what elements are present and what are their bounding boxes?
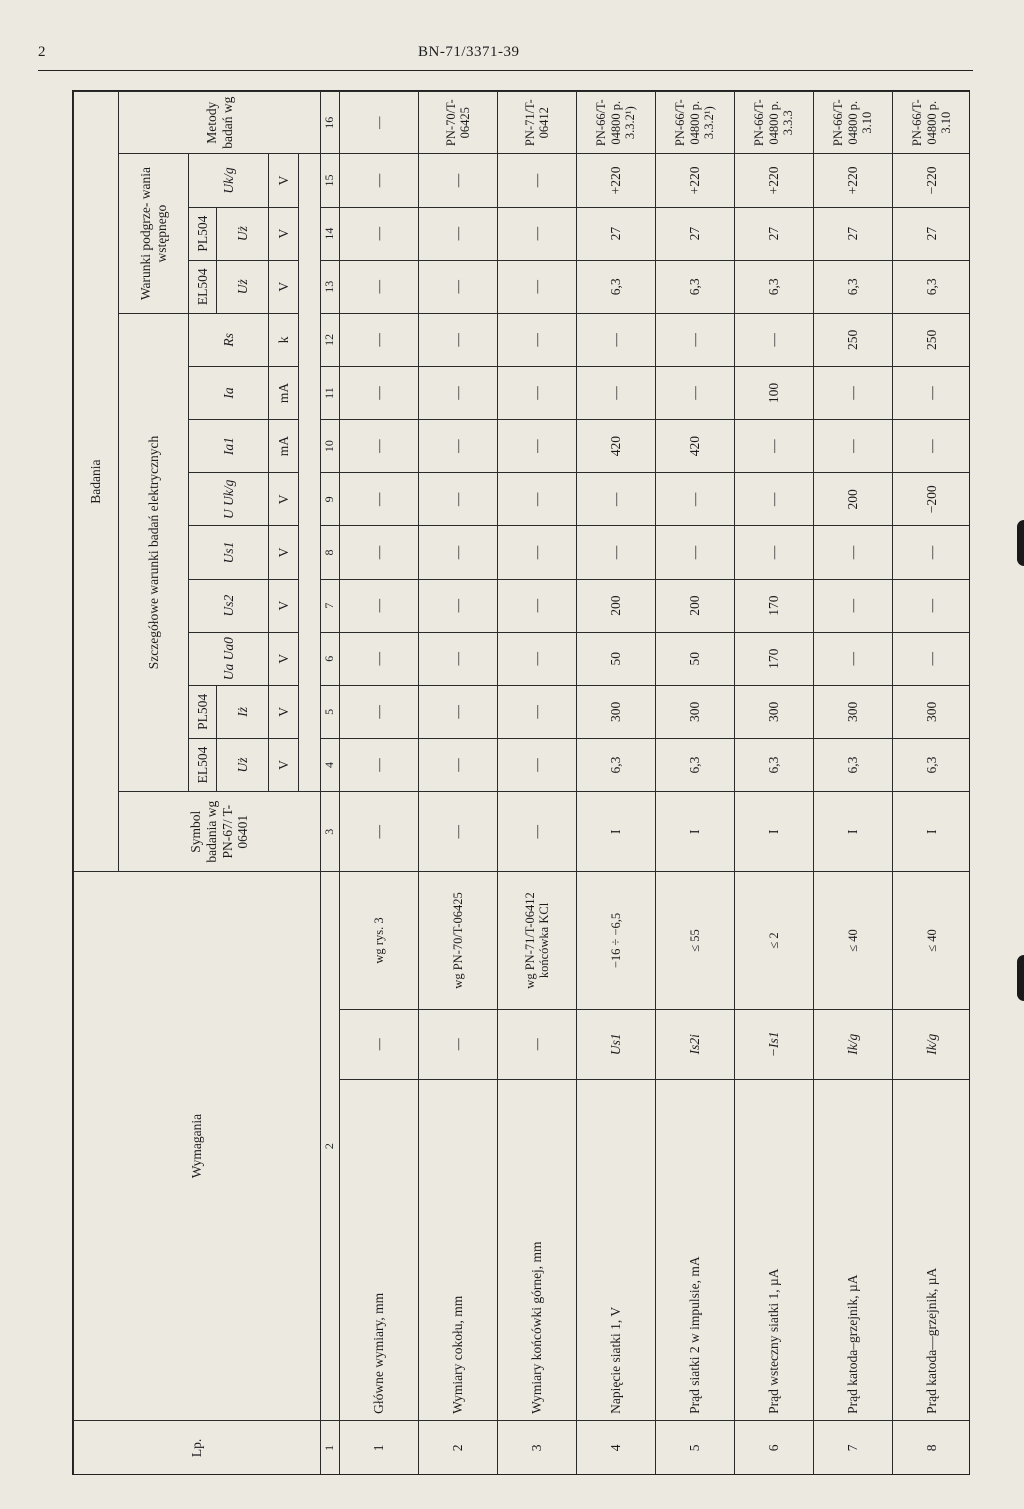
- row-cell-c6: 50: [656, 632, 735, 685]
- column-number: 12: [321, 313, 340, 366]
- row-cell-c4: —: [498, 738, 577, 791]
- row-cell-c10: —: [419, 420, 498, 473]
- row-cell-c10: —: [498, 420, 577, 473]
- row-cell-c8: —: [656, 526, 735, 579]
- table-row: [340, 92, 419, 1476]
- row-symbol: −Is1: [735, 1009, 814, 1079]
- row-symbol: —: [498, 1009, 577, 1079]
- header-lp: Lp.: [74, 1420, 321, 1475]
- column-number: 10: [321, 420, 340, 473]
- row-cell-c7: —: [498, 579, 577, 632]
- row-cell-c9: —: [340, 473, 419, 526]
- header-spacer: [299, 154, 321, 792]
- row-cell-c4: 6,3: [735, 738, 814, 791]
- row-test-symbol: —: [498, 792, 577, 872]
- row-cell-c15: +220: [735, 154, 814, 207]
- symbol-c15: Uk/g: [189, 154, 269, 207]
- row-cell-c12: —: [656, 313, 735, 366]
- row-method: PN-66/T-04800 p. 3.3.2¹): [656, 92, 735, 154]
- unit-c9: V: [269, 473, 299, 526]
- column-number: 1: [321, 1420, 340, 1475]
- row-lp: 7: [814, 1420, 893, 1475]
- row-symbol: —: [340, 1009, 419, 1079]
- row-value: wg rys. 3: [340, 872, 419, 1009]
- row-cell-c6: —: [498, 632, 577, 685]
- row-cell-c12: —: [498, 313, 577, 366]
- header-pl504-preheat: PL504: [189, 207, 217, 260]
- row-cell-c13: —: [340, 260, 419, 313]
- row-lp: 6: [735, 1420, 814, 1475]
- standard-code: BN-71/3371-39: [418, 44, 520, 60]
- row-cell-c12: 250: [814, 313, 893, 366]
- row-lp: 5: [656, 1420, 735, 1475]
- row-cell-c8: —: [498, 526, 577, 579]
- row-cell-c15: +220: [577, 154, 656, 207]
- symbol-c11: Ia: [189, 366, 269, 419]
- row-cell-c4: 6,3: [814, 738, 893, 791]
- row-requirement: Wymiary cokołu, mm: [419, 1079, 498, 1420]
- row-cell-c14: —: [340, 207, 419, 260]
- row-cell-c13: 6,3: [814, 260, 893, 313]
- row-cell-c13: —: [419, 260, 498, 313]
- row-value: ≤ 55: [656, 872, 735, 1009]
- header-el504: EL504: [189, 738, 217, 791]
- row-cell-c6: —: [340, 632, 419, 685]
- row-cell-c13: 6,3: [577, 260, 656, 313]
- header-warunki-podgrzewania: Warunki podgrze- wania wstępnego: [119, 154, 189, 313]
- row-requirement: Napięcie siatki 1, V: [577, 1079, 656, 1420]
- symbol-c13: Uż: [217, 260, 269, 313]
- symbol-c6: Ua Ua0: [189, 632, 269, 685]
- row-method: PN-66/T-04800 p. 3.3.3: [735, 92, 814, 154]
- column-number: 13: [321, 260, 340, 313]
- row-cell-c14: 27: [814, 207, 893, 260]
- row-method: PN-71/T-06412: [498, 92, 577, 154]
- row-method: —: [340, 92, 419, 154]
- column-number: 16: [321, 92, 340, 154]
- unit-c15: V: [269, 154, 299, 207]
- row-cell-c11: 100: [735, 366, 814, 419]
- row-cell-c8: —: [340, 526, 419, 579]
- row-cell-c4: —: [419, 738, 498, 791]
- row-cell-c10: —: [340, 420, 419, 473]
- unit-c8: V: [269, 526, 299, 579]
- column-number: 6: [321, 632, 340, 685]
- row-cell-c9: —: [735, 473, 814, 526]
- row-requirement: Wymiary końcówki górnej, mm: [498, 1079, 577, 1420]
- row-cell-c8: —: [577, 526, 656, 579]
- row-cell-c11: —: [340, 366, 419, 419]
- symbol-c7: Us2: [189, 579, 269, 632]
- row-cell-c14: 27: [577, 207, 656, 260]
- header-wymagania: Wymagania: [74, 872, 321, 1421]
- column-number: 2: [321, 872, 340, 1421]
- row-cell-c14: 27: [735, 207, 814, 260]
- row-cell-c10: —: [893, 420, 971, 473]
- row-cell-c7: 200: [656, 579, 735, 632]
- symbol-c12: Rs: [189, 313, 269, 366]
- row-requirement: Główne wymiary, mm: [340, 1079, 419, 1420]
- row-cell-c4: —: [340, 738, 419, 791]
- row-cell-c7: —: [419, 579, 498, 632]
- column-number: 7: [321, 579, 340, 632]
- row-cell-c15: +220: [656, 154, 735, 207]
- row-cell-c9: —: [419, 473, 498, 526]
- row-cell-c8: —: [893, 526, 971, 579]
- header-rule: [38, 70, 973, 71]
- symbol-c14: Uż: [217, 207, 269, 260]
- row-cell-c5: 300: [735, 685, 814, 738]
- row-lp: 8: [893, 1420, 971, 1475]
- row-symbol: Ik/g: [893, 1009, 971, 1079]
- row-cell-c6: —: [419, 632, 498, 685]
- row-cell-c12: 250: [893, 313, 971, 366]
- row-cell-c15: —: [419, 154, 498, 207]
- row-symbol: Ik/g: [814, 1009, 893, 1079]
- header-szczegolowe: Szczegółowe warunki badań elektrycznych: [119, 313, 189, 791]
- row-cell-c7: —: [340, 579, 419, 632]
- header-symbol-badania: Symbol badania wg PN-67/ T-06401: [119, 792, 321, 872]
- row-cell-c15: +220: [814, 154, 893, 207]
- unit-c5: V: [269, 685, 299, 738]
- header-badania: Badania: [74, 92, 119, 872]
- table-row: [498, 92, 577, 1476]
- row-value: −16 ÷ −6,5: [577, 872, 656, 1009]
- row-cell-c6: —: [893, 632, 971, 685]
- row-cell-c8: —: [735, 526, 814, 579]
- header-metody: Metody badań wg: [119, 92, 321, 154]
- row-cell-c11: —: [814, 366, 893, 419]
- symbol-c5: Iż: [217, 685, 269, 738]
- row-cell-c7: 200: [577, 579, 656, 632]
- row-cell-c5: —: [498, 685, 577, 738]
- row-cell-c12: —: [340, 313, 419, 366]
- row-cell-c13: 6,3: [893, 260, 971, 313]
- row-cell-c11: —: [893, 366, 971, 419]
- unit-c11: mA: [269, 366, 299, 419]
- row-cell-c11: —: [498, 366, 577, 419]
- unit-c10: mA: [269, 420, 299, 473]
- row-cell-c9: −200: [893, 473, 971, 526]
- row-cell-c13: 6,3: [656, 260, 735, 313]
- row-cell-c10: —: [735, 420, 814, 473]
- row-cell-c15: —: [498, 154, 577, 207]
- table-row: [656, 92, 735, 1476]
- row-value: ≤ 40: [814, 872, 893, 1009]
- row-test-symbol: I: [577, 792, 656, 872]
- row-method: PN-66/T-04800 p. 3.10: [893, 92, 971, 154]
- row-cell-c12: —: [577, 313, 656, 366]
- symbol-c4: Uż: [217, 738, 269, 791]
- row-cell-c5: —: [340, 685, 419, 738]
- row-test-symbol: I: [814, 792, 893, 872]
- row-cell-c12: —: [735, 313, 814, 366]
- row-cell-c9: —: [577, 473, 656, 526]
- row-test-symbol: I: [735, 792, 814, 872]
- symbol-c10: Ia1: [189, 420, 269, 473]
- row-cell-c11: —: [419, 366, 498, 419]
- row-cell-c6: 50: [577, 632, 656, 685]
- row-requirement: Prąd wsteczny siatki 1, µA: [735, 1079, 814, 1420]
- column-number: 14: [321, 207, 340, 260]
- row-cell-c4: 6,3: [656, 738, 735, 791]
- row-lp: 2: [419, 1420, 498, 1475]
- table-row: [814, 92, 893, 1476]
- row-value: wg PN-71/T-06412 końcówka KCl: [498, 872, 577, 1009]
- row-cell-c9: —: [656, 473, 735, 526]
- row-requirement: Prąd siatki 2 w impulsie, mA: [656, 1079, 735, 1420]
- row-cell-c11: —: [577, 366, 656, 419]
- unit-c12: k: [269, 313, 299, 366]
- row-cell-c7: —: [814, 579, 893, 632]
- row-requirement: Prąd katoda–grzejnik, µA: [814, 1079, 893, 1420]
- row-cell-c5: 300: [893, 685, 971, 738]
- row-symbol: Us1: [577, 1009, 656, 1079]
- header-el504-preheat: EL504: [189, 260, 217, 313]
- column-number: 5: [321, 685, 340, 738]
- column-number: 15: [321, 154, 340, 207]
- column-number: 9: [321, 473, 340, 526]
- row-method: PN-66/T-04800 p. 3.3.2¹): [577, 92, 656, 154]
- rotated-table-wrapper: [73, 91, 970, 1475]
- row-cell-c15: −220: [893, 154, 971, 207]
- row-cell-c4: 6,3: [893, 738, 971, 791]
- row-cell-c8: —: [814, 526, 893, 579]
- row-cell-c7: 170: [735, 579, 814, 632]
- row-cell-c6: —: [814, 632, 893, 685]
- requirements-table-frame: [72, 90, 970, 1475]
- row-cell-c10: 420: [656, 420, 735, 473]
- row-cell-c7: —: [893, 579, 971, 632]
- row-value: wg PN-70/T-06425: [419, 872, 498, 1009]
- row-cell-c13: —: [498, 260, 577, 313]
- row-cell-c5: 300: [656, 685, 735, 738]
- row-test-symbol: I: [656, 792, 735, 872]
- row-cell-c12: —: [419, 313, 498, 366]
- unit-c4: V: [269, 738, 299, 791]
- header-pl504: PL504: [189, 685, 217, 738]
- page-number: 2: [38, 44, 46, 60]
- row-test-symbol: I: [893, 792, 971, 872]
- table-row: [735, 92, 814, 1476]
- row-cell-c8: —: [419, 526, 498, 579]
- row-cell-c14: —: [419, 207, 498, 260]
- table-row: [419, 92, 498, 1476]
- row-cell-c15: —: [340, 154, 419, 207]
- row-cell-c9: —: [498, 473, 577, 526]
- row-cell-c5: 300: [577, 685, 656, 738]
- binder-hole: [1017, 520, 1024, 566]
- row-lp: 1: [340, 1420, 419, 1475]
- unit-c7: V: [269, 579, 299, 632]
- table-row: [577, 92, 656, 1476]
- unit-c13: V: [269, 260, 299, 313]
- row-test-symbol: —: [419, 792, 498, 872]
- row-method: PN-66/T-04800 p. 3.10: [814, 92, 893, 154]
- row-value: ≤ 2: [735, 872, 814, 1009]
- row-cell-c5: —: [419, 685, 498, 738]
- column-number: 8: [321, 526, 340, 579]
- table-row: [893, 92, 971, 1476]
- row-cell-c14: 27: [656, 207, 735, 260]
- row-cell-c13: 6,3: [735, 260, 814, 313]
- row-cell-c14: 27: [893, 207, 971, 260]
- row-requirement: Prąd katoda—grzejnik, µA: [893, 1079, 971, 1420]
- symbol-c8: Us1: [189, 526, 269, 579]
- binder-hole: [1017, 955, 1024, 1001]
- row-cell-c9: 200: [814, 473, 893, 526]
- column-number: 4: [321, 738, 340, 791]
- row-cell-c10: 420: [577, 420, 656, 473]
- row-cell-c11: —: [656, 366, 735, 419]
- row-cell-c6: 170: [735, 632, 814, 685]
- row-lp: 4: [577, 1420, 656, 1475]
- row-cell-c4: 6,3: [577, 738, 656, 791]
- column-number: 3: [321, 792, 340, 872]
- row-cell-c5: 300: [814, 685, 893, 738]
- unit-c14: V: [269, 207, 299, 260]
- symbol-c9: U Uk/g: [189, 473, 269, 526]
- requirements-table: [73, 91, 970, 1475]
- row-lp: 3: [498, 1420, 577, 1475]
- unit-c6: V: [269, 632, 299, 685]
- row-value: ≤ 40: [893, 872, 971, 1009]
- row-symbol: —: [419, 1009, 498, 1079]
- row-method: PN-70/T-06425: [419, 92, 498, 154]
- row-cell-c10: —: [814, 420, 893, 473]
- row-test-symbol: —: [340, 792, 419, 872]
- row-symbol: Is2i: [656, 1009, 735, 1079]
- column-number: 11: [321, 366, 340, 419]
- row-cell-c14: —: [498, 207, 577, 260]
